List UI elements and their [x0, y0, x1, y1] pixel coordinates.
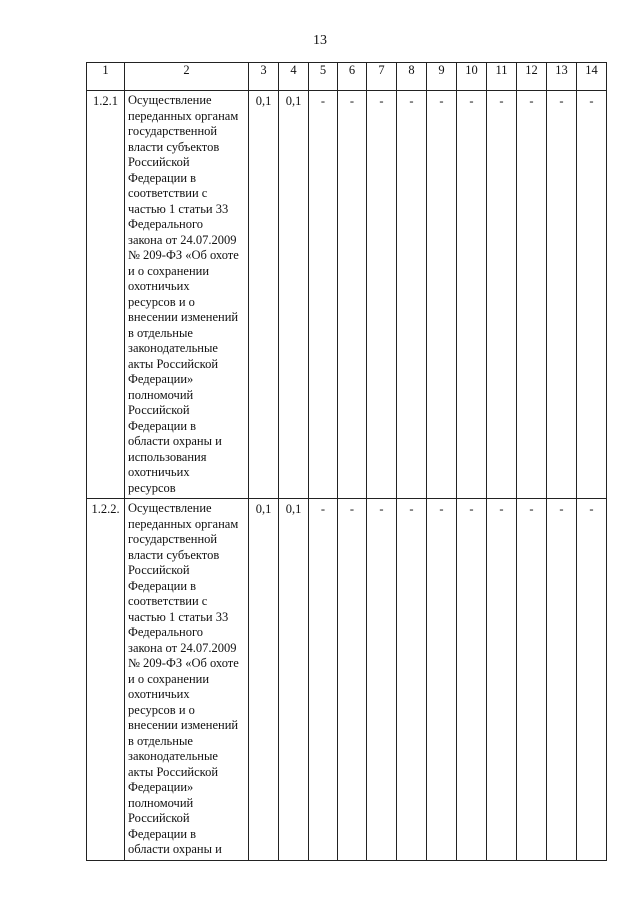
description-line: Федерации» — [128, 372, 194, 386]
header-cell: 8 — [397, 63, 427, 91]
description-line: Осуществление — [128, 501, 212, 515]
value-cell: - — [397, 91, 427, 499]
table-row — [87, 499, 607, 861]
description-line: Российской — [128, 563, 190, 577]
header-cell: 13 — [547, 63, 577, 91]
description-line: переданных органам — [128, 516, 239, 531]
header-row — [87, 63, 607, 91]
header-cell: 11 — [487, 63, 517, 91]
header-cell: 10 — [457, 63, 487, 91]
description-line: Федерации в — [128, 418, 197, 433]
value-cell: - — [517, 499, 547, 861]
data-table — [86, 62, 607, 861]
description-line: ресурсов — [128, 480, 176, 495]
header-cell: 6 — [338, 63, 367, 91]
value-cell: - — [338, 499, 367, 861]
row-description — [125, 499, 249, 861]
value-cell: - — [309, 499, 338, 861]
value-cell: - — [338, 91, 367, 499]
description-line: соответствии с — [128, 594, 208, 608]
description-line: охотничьих — [128, 687, 190, 701]
header-cell: 7 — [367, 63, 397, 91]
description-line: охотничьих — [128, 279, 190, 293]
value-cell: - — [427, 91, 457, 499]
value-cell: - — [397, 499, 427, 861]
description-line: частью 1 статьи 33 — [128, 609, 229, 624]
description-line: и о сохранении — [128, 263, 210, 278]
description-line: полномочий — [128, 795, 194, 810]
value-cell: - — [457, 499, 487, 861]
description-line: в отдельные — [128, 325, 193, 340]
description-line: № 209-ФЗ «Об охоте — [128, 248, 239, 262]
value-cell: - — [309, 91, 338, 499]
description-line: закона от 24.07.2009 — [128, 640, 237, 655]
value-cell: - — [517, 91, 547, 499]
header-cell: 2 — [125, 63, 249, 91]
value-cell: - — [547, 499, 577, 861]
description-line: Федерального — [128, 625, 204, 639]
description-line: Федерации в — [128, 170, 197, 185]
value-cell: - — [457, 91, 487, 499]
description-line: области охраны и — [128, 434, 222, 448]
value-cell: - — [367, 91, 397, 499]
description-line: Федерации в — [128, 578, 197, 593]
description-line: № 209-ФЗ «Об охоте — [128, 656, 239, 670]
description-line: Российской — [128, 155, 190, 169]
description-line: власти субъектов — [128, 139, 220, 154]
header-cell: 5 — [309, 63, 338, 91]
header-cell: 12 — [517, 63, 547, 91]
value-cell: 0,1 — [249, 91, 279, 499]
header-cell: 1 — [87, 63, 125, 91]
value-cell: 0,1 — [279, 91, 309, 499]
description-line: закона от 24.07.2009 — [128, 232, 237, 247]
description-line: Российской — [128, 403, 190, 417]
value-cell: 0,1 — [249, 499, 279, 861]
description-line: государственной — [128, 124, 218, 138]
value-cell: - — [577, 91, 607, 499]
value-cell: - — [427, 499, 457, 861]
description-line: внесении изменений — [128, 310, 239, 324]
value-cell: 0,1 — [279, 499, 309, 861]
description-line: полномочий — [128, 387, 194, 402]
description-line: Федерации в — [128, 826, 197, 841]
description-line: ресурсов и о — [128, 702, 195, 717]
value-cell: - — [577, 499, 607, 861]
row-number: 1.2.2. — [87, 499, 125, 861]
header-cell: 4 — [279, 63, 309, 91]
value-cell: - — [487, 91, 517, 499]
description-line: соответствии с — [128, 186, 208, 200]
description-line: и о сохранении — [128, 671, 210, 686]
header-cell: 9 — [427, 63, 457, 91]
description-line: законодательные — [128, 341, 218, 355]
description-line: акты Российской — [128, 356, 219, 371]
row-number: 1.2.1 — [87, 91, 125, 499]
description-line: охотничьих — [128, 465, 190, 479]
page-number: 13 — [313, 33, 327, 48]
description-line: государственной — [128, 532, 218, 546]
value-cell: - — [547, 91, 577, 499]
description-line: Федерального — [128, 217, 204, 231]
header-cell: 14 — [577, 63, 607, 91]
description-line: акты Российской — [128, 764, 219, 779]
description-line: ресурсов и о — [128, 294, 195, 309]
value-cell: - — [487, 499, 517, 861]
description-line: законодательные — [128, 749, 218, 763]
description-line: области охраны и — [128, 842, 222, 856]
description-line: Осуществление — [128, 93, 212, 107]
description-line: внесении изменений — [128, 718, 239, 732]
description-line: переданных органам — [128, 108, 239, 123]
description-line: Российской — [128, 811, 190, 825]
table-row — [87, 91, 607, 499]
header-cell: 3 — [249, 63, 279, 91]
row-description — [125, 91, 249, 499]
description-line: частью 1 статьи 33 — [128, 201, 229, 216]
description-line: Федерации» — [128, 780, 194, 794]
description-line: в отдельные — [128, 733, 193, 748]
description-line: власти субъектов — [128, 547, 220, 562]
value-cell: - — [367, 499, 397, 861]
description-line: использования — [128, 449, 207, 464]
